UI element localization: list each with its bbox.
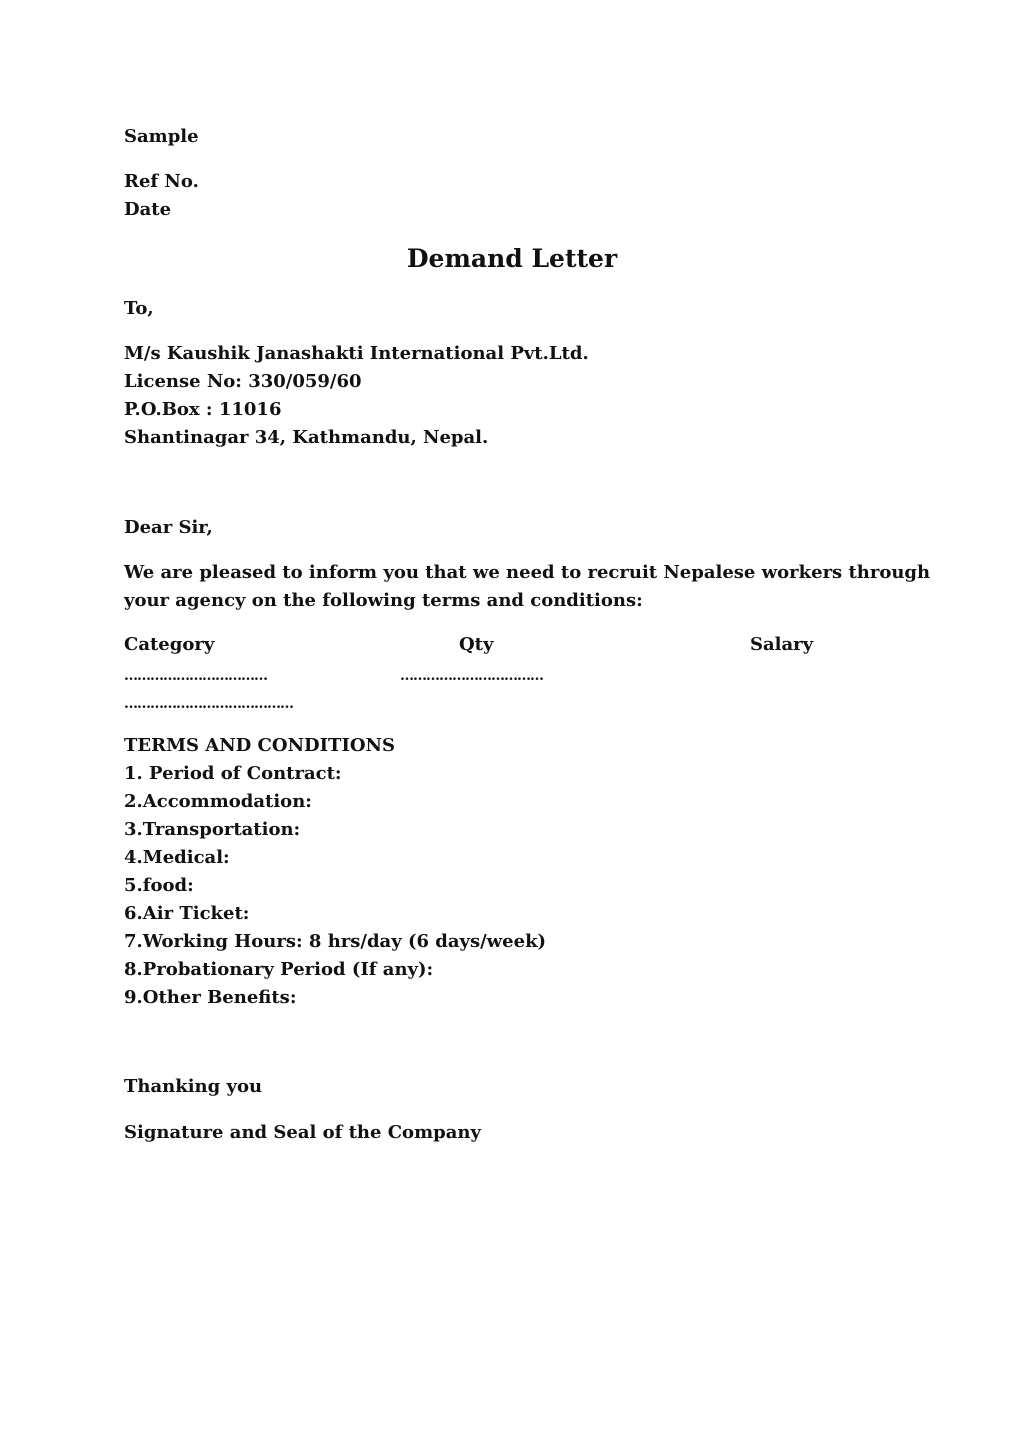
ref-no-label: Ref No. [124,171,199,192]
recipient-address: Shantinagar 34, Kathmandu, Nepal. [124,427,489,448]
page-title: Demand Letter [406,244,618,273]
recipient-po-box: P.O.Box : 11016 [124,399,282,420]
term-item: 5.food: [124,875,194,896]
intro-line: your agency on the following terms and conditions: [124,590,643,611]
term-item: 8.Probationary Period (If any): [124,959,434,980]
recipient-company: M/s Kaushik Janashakti International Pvt.Ltd. [124,343,589,364]
category-blank-field: …………………………… [124,668,267,684]
term-item: 4.Medical: [124,847,230,868]
salutation-to: To, [124,298,154,319]
term-item: 7.Working Hours: 8 hrs/day (6 days/week) [124,931,547,952]
term-item: 6.Air Ticket: [124,903,250,924]
recipient-license: License No: 330/059/60 [124,371,362,392]
column-header-category: Category [124,634,215,655]
column-header-salary: Salary [750,634,814,655]
term-item: 9.Other Benefits: [124,987,297,1008]
column-header-qty: Qty [459,634,494,655]
term-item: 3.Transportation: [124,819,301,840]
terms-heading: TERMS AND CONDITIONS [124,735,395,756]
closing-thanks: Thanking you [124,1076,263,1097]
date-label: Date [124,199,172,220]
sample-label: Sample [124,126,199,147]
intro-line: We are pleased to inform you that we need to recruit Nepalese workers through [124,562,931,583]
greeting: Dear Sir, [124,517,213,538]
term-item: 2.Accommodation: [124,791,312,812]
qty-blank-field: …………………………… [400,668,543,684]
signature-line: Signature and Seal of the Company [124,1122,481,1143]
salary-blank-field: ………………………………… [124,696,293,712]
term-item: 1. Period of Contract: [124,763,342,784]
